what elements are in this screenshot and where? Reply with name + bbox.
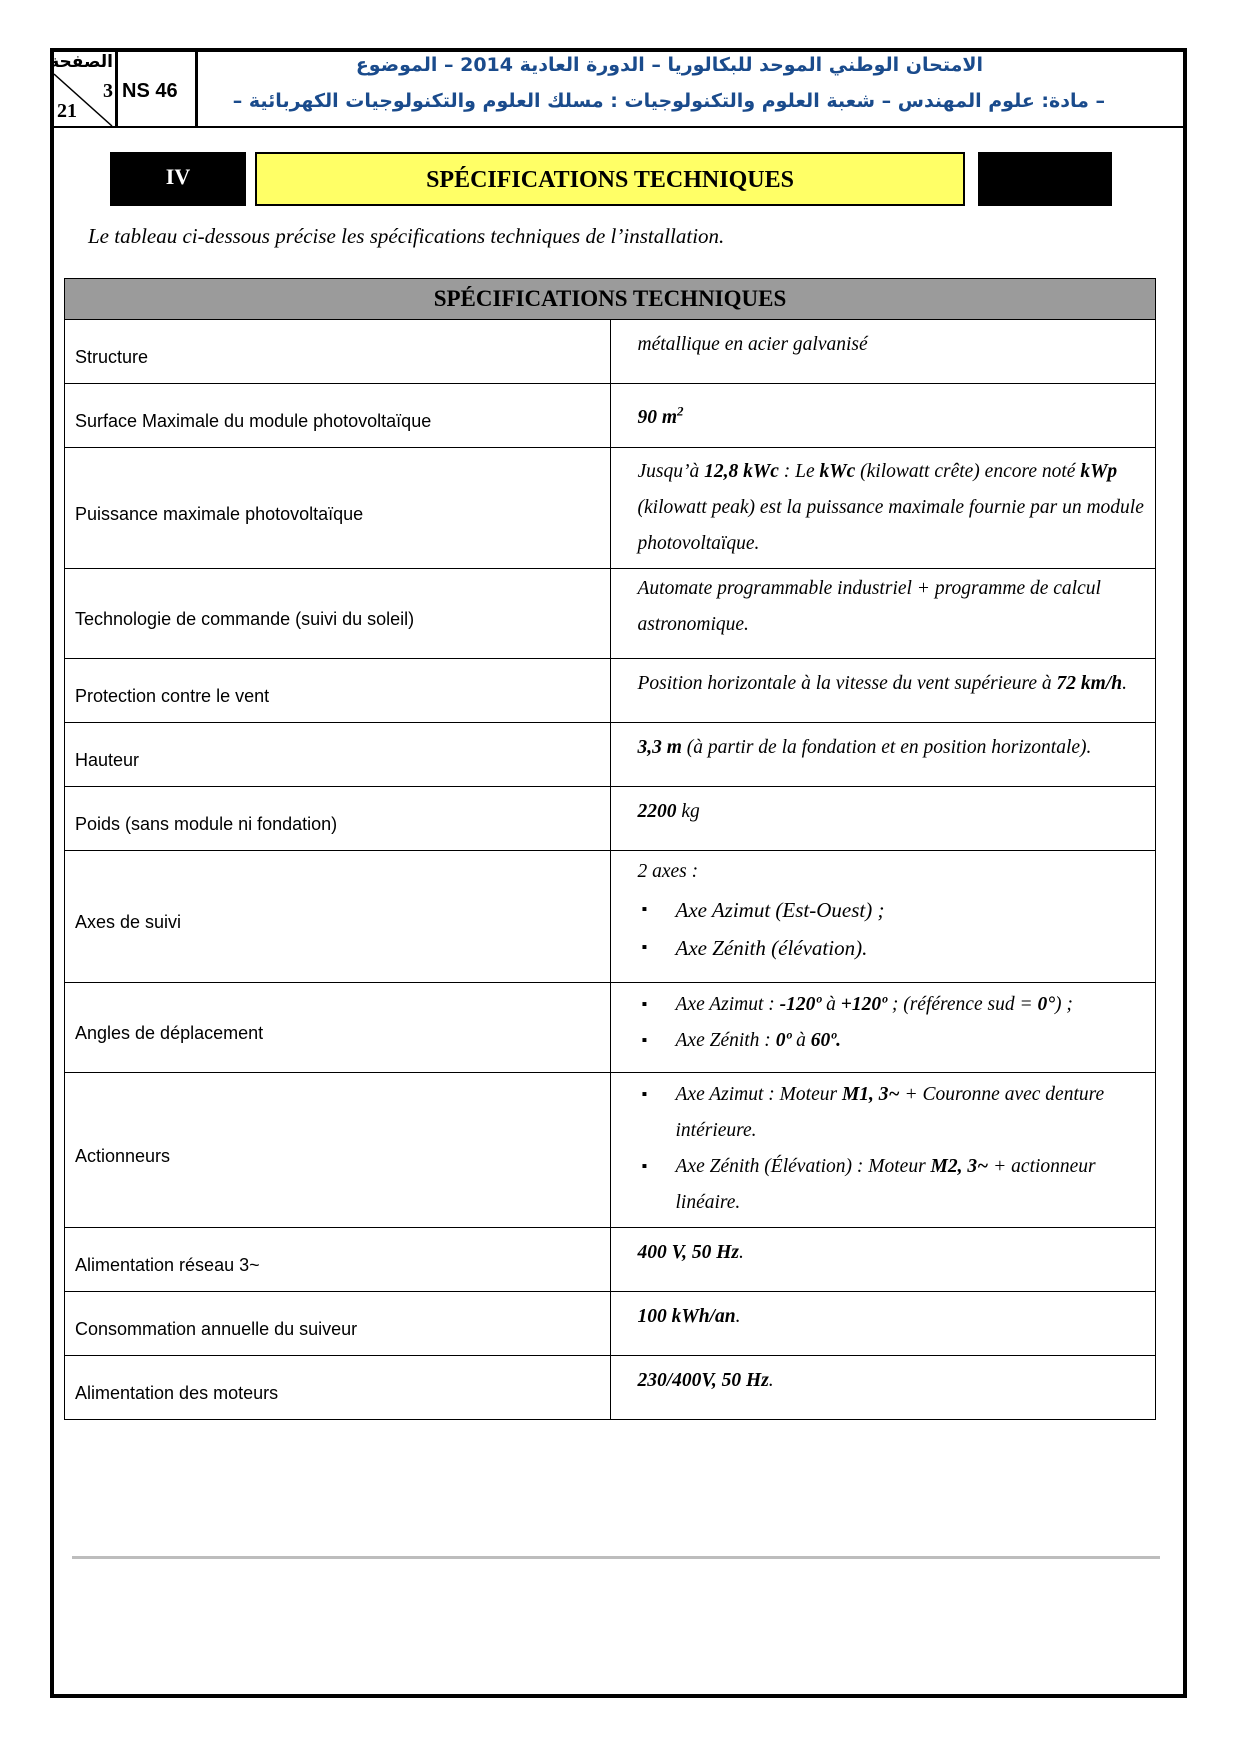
row-label-axes: Axes de suivi [75,912,182,932]
intro-text: Le tableau ci-dessous précise les spécifications techniques de l’installation. [88,224,725,248]
page-total: 21 [57,100,77,122]
table-row [65,1073,1156,1228]
list-item: ▪ Axe Zénith (élévation). [676,929,1146,967]
page-number-box [49,52,118,126]
row-value-moteurs: 230/400V, 50 Hz. [610,1356,1156,1420]
table-row [65,659,1156,723]
list-item: ▪ Axe Zénith : 0º à 60º. [676,1023,1146,1059]
row-value-poids: 2200 kg [610,787,1156,851]
row-value-structure: métallique en acier galvanisé [637,334,868,355]
row-value-surface: 90 $m^2$ [637,403,684,428]
row-value-protection: Position horizontale à la vitesse du vent supérieure à 72 km/h. [610,659,1156,723]
row-value-axes [610,851,1156,983]
section-title: SPÉCIFICATIONS TECHNIQUES [255,152,965,206]
table-row [65,1292,1156,1356]
page-label: الصفحة [49,52,113,72]
row-label-surface: Surface Maximale du module photovoltaïque [75,411,432,431]
table-row [65,851,1156,983]
table-row [65,448,1156,569]
axes-intro: 2 axes : [637,861,699,882]
footer-rule [72,1556,1160,1559]
row-value-actionneurs [610,1073,1156,1228]
table-row [65,1356,1156,1420]
section-number: IV [110,152,246,206]
row-value-puissance: Jusqu’à 12,8 kWc : Le kWc (kilowatt crête) encore noté kWp (kilowatt peak) est la puissance maximale fournie par un module photovoltaïque. [610,448,1156,569]
row-label-puissance: Puissance maximale photovoltaïque [75,503,364,524]
list-item: ▪ Axe Zénith (Élévation) : Moteur M2, 3~ + actionneur linéaire. [676,1149,1146,1221]
header-exam-title: الامتحان الوطني الموحد للبكالوريا – الدورة العادية 2014 – الموضوع [355,54,983,76]
exam-code: NS 46 [122,80,178,102]
row-label-angles: Angles de déplacement [75,1023,264,1043]
table-row [65,983,1156,1073]
table-row [65,384,1156,448]
row-value-alimentation: 400 V, 50 Hz. [610,1228,1156,1292]
row-label-technologie: Technologie de commande (suivi du soleil) [75,609,415,629]
table-row [65,787,1156,851]
row-label-structure: Structure [75,347,149,367]
row-label-consommation: Consommation annuelle du suiveur [75,1319,358,1339]
row-value-consommation: 100 kWh/an. [610,1292,1156,1356]
axes-list [638,891,1146,967]
row-label-poids: Poids (sans module ni fondation) [75,814,338,834]
table-header-row [65,279,1156,320]
spec-table [64,278,1156,1420]
header-subject: – مادة: علوم المهندس – شعبة العلوم والتكنولوجيات : مسلك العلوم والتكنولوجيات الكهربائية – [232,90,1105,112]
list-item: ▪ Axe Azimut : Moteur M1, 3~ + Couronne avec denture intérieure. [676,1077,1146,1149]
table-row [65,320,1156,384]
exam-code-box [118,52,198,126]
row-label-alimentation: Alimentation réseau 3~ [75,1255,260,1275]
row-value-angles [610,983,1156,1073]
page-current: 3 [103,80,113,102]
row-label-actionneurs: Actionneurs [75,1145,171,1166]
table-row [65,1228,1156,1292]
table-header: SPÉCIFICATIONS TECHNIQUES [65,279,1156,320]
row-label-protection: Protection contre le vent [75,686,270,706]
section-blank-box [978,152,1112,206]
row-label-hauteur: Hauteur [75,750,140,770]
row-value-technologie: Automate programmable industriel + programme de calcul astronomique. [637,578,1101,635]
header-separator [54,126,1183,128]
table-row [65,569,1156,659]
list-item: ▪ Axe Azimut (Est-Ouest) ; [676,891,1146,929]
table-row [65,723,1156,787]
row-label-moteurs: Alimentation des moteurs [75,1383,279,1403]
row-value-hauteur: 3,3 m (à partir de la fondation et en position horizontale). [610,723,1156,787]
list-item: ▪ Axe Azimut : -120º à +120º ; (référence sud = 0°) ; [676,987,1146,1023]
